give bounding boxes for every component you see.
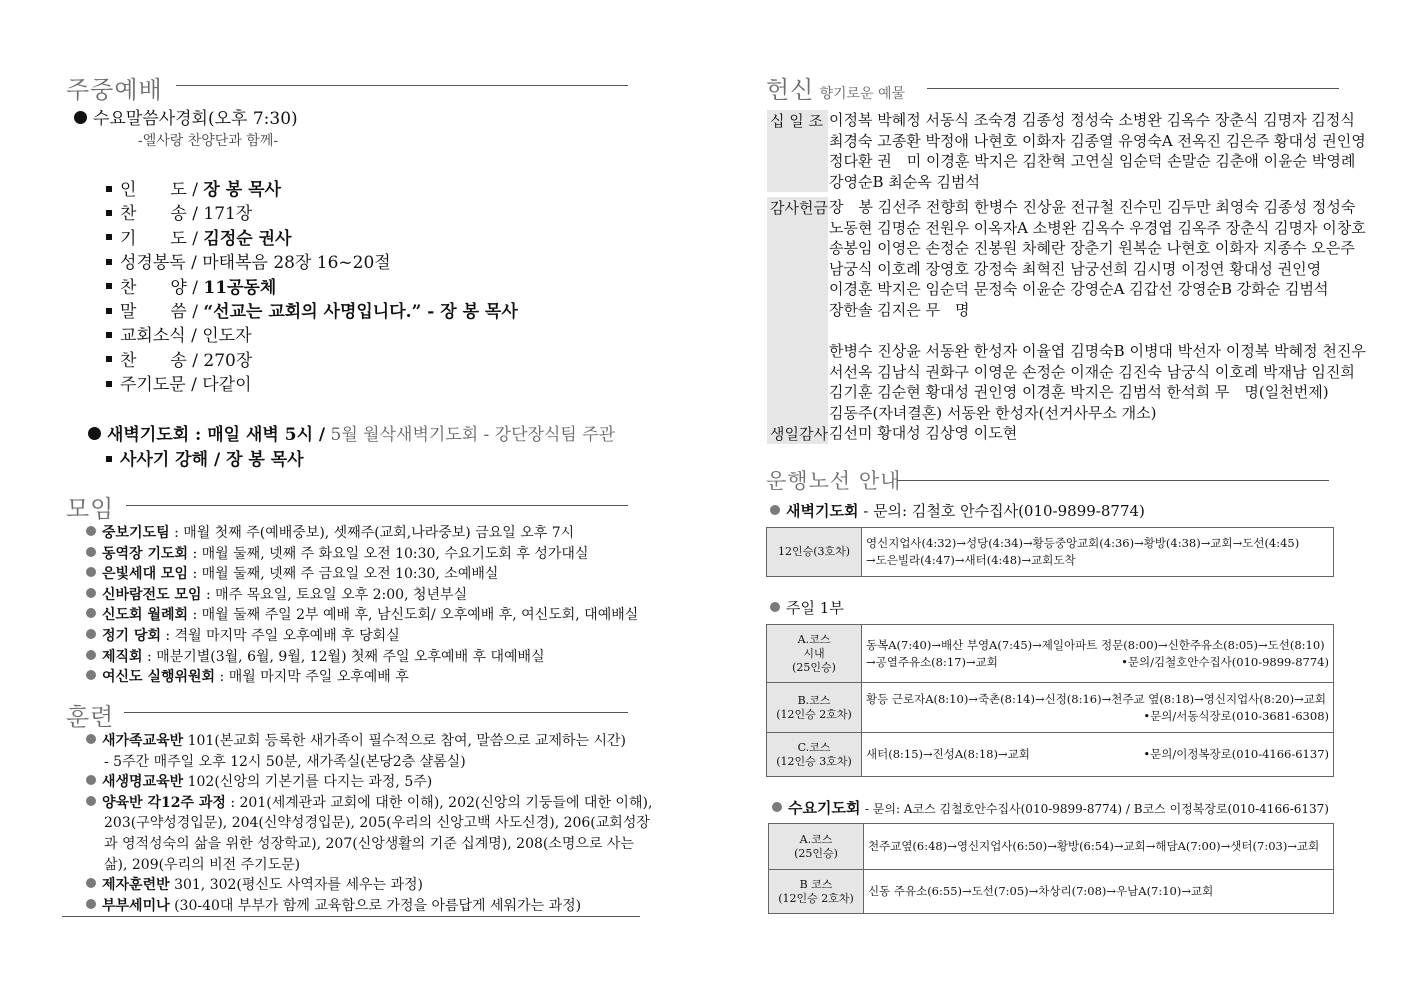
bullet-icon	[772, 802, 782, 812]
bullet-icon	[86, 608, 96, 618]
training-item: 203(구약성경입문), 204(신약성경입문), 205(우리의 신앙고백 사도신경), 206(교회성장	[104, 815, 650, 832]
square-bullet-icon	[106, 259, 112, 265]
order-item: 교회소식 / 인도자	[106, 321, 252, 346]
route-line: 새터(8:15)→진성A(8:18)→교회	[866, 747, 1030, 761]
section-title-offerings: 헌신 향기로운 예물	[766, 76, 906, 104]
bullet-icon	[86, 796, 96, 806]
meeting-item: 동역장 기도회 : 매월 둘째, 넷째 주 화요일 오전 10:30, 수요기도회 후 성가대실	[86, 543, 588, 563]
offering-line: 노동현 김명순 전원우 이옥자A 소병완 김옥수 우경엽 김옥주 장춘식 김명자 이창호	[829, 218, 1366, 237]
divider	[176, 85, 628, 86]
wed-bus-table: A.코스 (25인승) 천주교옆(6:48)→영신지업사(6:50)→황방(6:54)→교회→해담A(7:00)→샛터(7:03)→교회 B 코스 (12인승 2호차) 신동 주유소(6:55)→도선(7:05)→차상리(7:08)→우남A(7:10)→교회	[768, 823, 1334, 914]
meeting-item: 제직회 : 매분기별(3월, 6월, 9월, 12월) 첫째 주일 오후예배 후 대예배실	[86, 646, 545, 666]
sunday-bus-title: 주일 1부	[770, 597, 844, 618]
bullet-icon	[88, 427, 101, 440]
divider	[62, 916, 640, 917]
route-line: 동복A(7:40)→배산 부영A(7:45)→제일아파트 정문(8:00)→신한주유소(8:05)→도선(8:10)	[866, 637, 1325, 652]
training-item: 삶), 209(우리의 비전 주기도문)	[104, 856, 301, 873]
order-item: 말 씀 / “선교는 교회의 사명입니다.” - 장 봉 목사	[106, 297, 518, 322]
training-item: 부부세미나 (30-40대 부부가 함께 교육함으로 가정을 아름답게 세워가는 과정)	[86, 895, 581, 915]
dawn-sermon: 사사기 강해 / 장 봉 목사	[106, 445, 304, 470]
training-item: 제자훈련반 301, 302(평신도 사역자를 세우는 과정)	[86, 874, 423, 894]
bullet-icon	[770, 505, 780, 515]
offering-line: 이정복 박혜정 서동식 조숙경 김종성 정성숙 소병완 김옥수 장춘식 김명자 김정식	[829, 111, 1355, 129]
order-item: 찬 송 / 171장	[106, 199, 252, 224]
offering-line	[829, 321, 1366, 342]
section-title-training: 훈련	[66, 703, 115, 731]
training-item: 새가족교육반 101(본교회 등록한 새가족이 필수적으로 참여, 말씀으로 교제하는 시간)	[86, 730, 626, 750]
bullet-icon	[770, 602, 780, 612]
offering-names	[829, 423, 1017, 444]
section-title-bus: 운행노선 안내	[766, 469, 902, 493]
route-line: →도은빌라(4:47)→새터(4:48)→교회도착	[866, 553, 1076, 567]
offering-line: 김동주(자녀결혼) 서동완 한성자(선거사무소 개소)	[829, 403, 1157, 422]
training-item: 새생명교육반 102(신앙의 기본기를 다지는 과정, 5주)	[86, 771, 432, 791]
bullet-icon	[74, 111, 87, 124]
divider	[126, 505, 628, 506]
route-label: 12인승(3호차)	[767, 528, 862, 577]
wed-service-subtitle: -엘사랑 찬양단과 함께-	[138, 133, 279, 149]
training-item: 과 영적성숙의 삶을 위한 성장학교), 207(신앙생활의 기준 십계명), 208(소명으로 사는	[104, 836, 634, 852]
training-item: 양육반 각12주 과정 : 201(세계관과 교회에 대한 이해), 202(신앙의 기둥들에 대한 이해),	[86, 792, 652, 812]
route-line: 신동 주유소(6:55)→도선(7:05)→차상리(7:08)→우남A(7:10)→교회	[864, 870, 1334, 914]
dawn-bus-table	[766, 527, 1334, 577]
sunday-bus-table: A.코스 시내 (25인승) 동복A(7:40)→배산 부영A(7:45)→제일아파트 정문(8:00)→신한주유소(8:05)→도선(8:10) →공열주유소(8:17)→교회 •문의/김철호안수집사(010-9899-8774) B.코스 (12인승 2호차) 황등 근로자A(8:10)→죽촌(8:14)→신정(8:16)→천주교 옆(8:18)→영신지업사(8:20)→교회 •문의/서동식장로(010-3681-6308) C.코스 (12인승 3호차) 새터(8:15)→진성A(8:18)→교회 •문의/이정복장로(010-4166-6137)	[766, 624, 1334, 777]
divider	[897, 480, 1329, 481]
bullet-icon	[86, 629, 96, 639]
offering-names	[829, 197, 1366, 424]
bullet-icon	[86, 567, 96, 577]
route-line: 황등 근로자A(8:10)→죽촌(8:14)→신정(8:16)→천주교 옆(8:18)→영신지업사(8:20)→교회	[866, 691, 1326, 706]
offering-label: 감사헌금	[767, 197, 828, 424]
offering-line: 이경훈 박지은 임순덕 문정숙 이윤순 강영순A 김갑선 강영순B 강화순 김범석	[829, 280, 1329, 299]
offering-line: 송봉임 이영은 손정순 진봉원 차혜란 장춘기 원복순 나현호 이화자 지종수 오은주	[829, 239, 1355, 258]
order-item: 찬 송 / 270장	[106, 346, 252, 371]
offering-line: 장 봉 김선주 전향희 한병수 진상윤 전규철 진수민 김두만 최영숙 김종성 정성숙	[829, 198, 1356, 216]
offering-line: 김기훈 김순현 황대성 권인영 이경훈 박지은 김범석 한석희 무 명(일천번제)	[829, 383, 1329, 402]
meeting-item: 은빛세대 모임 : 매월 둘째, 넷째 주 금요일 오전 10:30, 소예배실	[86, 563, 498, 583]
route-contact: •문의/서동식장로(010-3681-6308)	[1143, 708, 1329, 723]
dawn-prayer: 새벽기도회 : 매일 새벽 5시 / 5월 월삭새벽기도회 - 강단장식팀 주관	[88, 420, 615, 445]
bullet-icon	[86, 775, 96, 785]
bullet-icon	[86, 670, 96, 680]
offering-line: 정다환 권 미 이경훈 박지은 김찬혁 고연실 임순덕 손말순 김춘애 이윤순 박영례	[829, 152, 1356, 171]
offering-label: 십 일 조	[767, 110, 828, 192]
bullet-icon	[86, 650, 96, 660]
divider	[927, 88, 1339, 89]
offering-line: 한병수 진상윤 서동완 한성자 이율엽 김명숙B 이병대 박선자 이정복 박혜정 천진우	[829, 342, 1366, 361]
offering-line: 서선옥 김남식 권화구 이영운 손정순 이재순 김진숙 남궁식 이호례 박재남 임진희	[829, 362, 1355, 381]
order-item: 찬 양 / 11공동체	[106, 273, 276, 298]
order-item: 성경봉독 / 마태복음 28장 16~20절	[106, 248, 391, 273]
offering-label: 생일감사	[767, 423, 828, 444]
order-item: 주기도문 / 다같이	[106, 370, 252, 395]
square-bullet-icon	[106, 456, 112, 462]
square-bullet-icon	[106, 381, 112, 387]
square-bullet-icon	[106, 283, 112, 289]
meeting-item: 신도회 월례회 : 매월 둘째 주일 2부 예배 후, 남신도회/ 오후예배 후, 여신도회, 대예배실	[86, 604, 638, 624]
dawn-bus-title: 새벽기도회 - 문의: 김철호 안수집사(010-9899-8774)	[770, 500, 1145, 521]
section-title-meetings: 모임	[66, 495, 115, 523]
offering-names	[829, 110, 1366, 192]
square-bullet-icon	[106, 356, 112, 362]
meeting-item: 여신도 실행위원회 : 매월 마지막 주일 오후예배 후	[86, 666, 409, 686]
square-bullet-icon	[106, 234, 112, 240]
bullet-icon	[86, 588, 96, 598]
bullet-icon	[86, 899, 96, 909]
square-bullet-icon	[106, 210, 112, 216]
offering-line: 김선미 황대성 김상영 이도현	[829, 424, 1018, 442]
square-bullet-icon	[106, 332, 112, 338]
route-contact: •문의/김철호안수집사(010-9899-8774)	[1121, 654, 1329, 669]
bullet-icon	[86, 547, 96, 557]
square-bullet-icon	[106, 308, 112, 314]
wed-bus-title: 수요기도회 - 문의: A코스 김철호안수집사(010-9899-8774) / B코스 이정복장로(010-4166-6137)	[772, 797, 1329, 818]
order-item: 기 도 / 김정순 권사	[106, 224, 291, 249]
route-line: 천주교옆(6:48)→영신지업사(6:50)→황방(6:54)→교회→해담A(7:00)→샛터(7:03)→교회	[864, 824, 1334, 870]
offering-line: 남궁식 이호례 장영호 강정숙 최혁진 남궁선희 김시명 이정연 황대성 권인영	[829, 259, 1322, 278]
divider	[124, 712, 628, 713]
meeting-item: 중보기도팀 : 매월 첫째 주(예배중보), 셋째주(교회,나라중보) 금요일 오후 7시	[86, 522, 574, 542]
training-item: - 5주간 매주일 오후 12시 50분, 새가족실(본당2층 샬롬실)	[104, 753, 466, 770]
square-bullet-icon	[106, 186, 112, 192]
section-title-worship: 주중예배	[66, 76, 163, 104]
bullet-icon	[86, 734, 96, 744]
bullet-icon	[86, 526, 96, 536]
meeting-item: 정기 당회 : 격월 마지막 주일 오후예배 후 당회실	[86, 625, 400, 645]
bullet-icon	[86, 878, 96, 888]
offering-line: 최경숙 고종환 박정애 나현호 이화자 김종열 유영숙A 전옥진 김은주 황대성 권인영	[829, 131, 1366, 150]
wed-service-title: 수요말씀사경회(오후 7:30)	[74, 104, 298, 129]
offering-line: 강영순B 최순옥 김범석	[829, 172, 980, 191]
offering-line: 장한솔 김지은 무 명	[829, 300, 970, 319]
route-line: 영신지업사(4:32)→성당(4:34)→황등중앙교회(4:36)→황방(4:38)→교회→도선(4:45)	[866, 536, 1300, 550]
order-item: 인 도 / 장 봉 목사	[106, 175, 281, 200]
meeting-item: 신바람전도 모임 : 매주 목요일, 토요일 오후 2:00, 청년부실	[86, 584, 467, 604]
route-contact: •문의/이정복장로(010-4166-6137)	[1143, 747, 1329, 761]
